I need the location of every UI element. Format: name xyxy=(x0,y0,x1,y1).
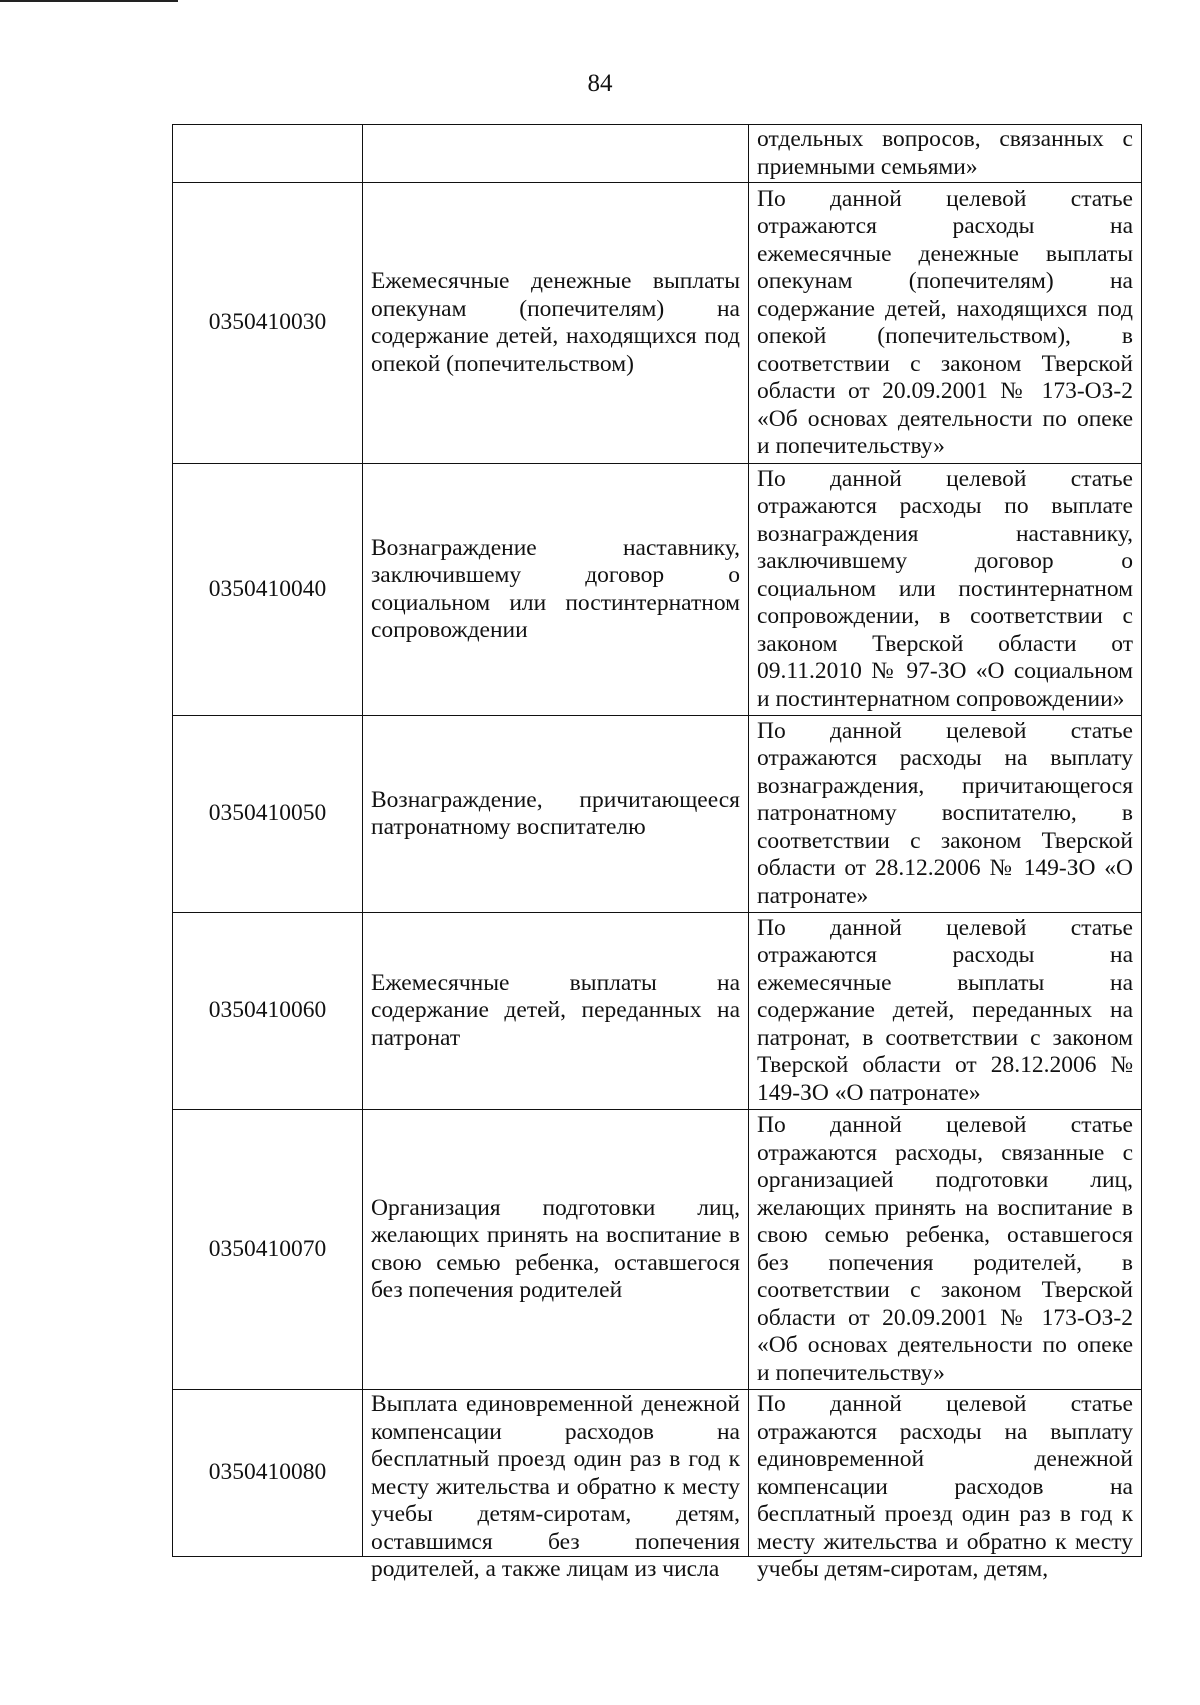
code-cell: 0350410030 xyxy=(173,183,363,464)
code-cell: 0350410040 xyxy=(173,464,363,716)
name-cell: Ежемесячные выплаты на содержание детей, переданных на патронат xyxy=(363,913,749,1110)
name-cell: Вознаграждение наставнику, заключившему договор о социальном или постинтернатном сопровождении xyxy=(363,464,749,716)
name-cell: Вознаграждение, причитающееся патронатному воспитателю xyxy=(363,716,749,913)
description-cell-text: По данной целевой статье отражаются расходы на выплату единовременной денежной компенсации расходов на бесплатный проезд один раз в год к месту жительства и обратно к месту учебы детям-сиротам, детям, xyxy=(757,1391,1133,1582)
name-cell: Организация подготовки лиц, желающих принять на воспитание в свою семью ребенка, оставшегося без попечения родителей xyxy=(363,1110,749,1390)
description-cell: По данной целевой статье отражаются расходы по выплате вознаграждения наставнику, заключившему договор о социальном или постинтернатном сопровождении, в соответствии с законом Тверской области от 09.11.2010 № 97-ЗО «О социальном и постинтернатном сопровождении» xyxy=(749,464,1142,716)
description-cell xyxy=(749,1390,1142,1582)
code-cell xyxy=(173,125,363,183)
table-row xyxy=(173,125,1142,183)
code-cell: 0350410050 xyxy=(173,716,363,913)
table-row xyxy=(173,913,1142,1110)
code-cell: 0350410070 xyxy=(173,1110,363,1390)
table-row xyxy=(173,183,1142,464)
name-cell: Ежемесячные денежные выплаты опекунам (попечителям) на содержание детей, находящихся под опекой (попечительством) xyxy=(363,183,749,464)
name-cell xyxy=(363,125,749,183)
table-row xyxy=(173,1110,1142,1390)
name-cell xyxy=(363,1390,749,1582)
table-row xyxy=(173,1390,1142,1557)
description-cell: По данной целевой статье отражаются расходы на ежемесячные денежные выплаты опекунам (попечителям) на содержание детей, находящихся под опекой (попечительством), в соответствии с законом Тверской области от 20.09.2001 № 173-ОЗ-2 «Об основах деятельности по опеке и попечительству» xyxy=(749,183,1142,464)
description-cell: По данной целевой статье отражаются расходы на ежемесячные выплаты на содержание детей, переданных на патронат, в соответствии с законом Тверской области от 28.12.2006 № 149-ЗО «О патронате» xyxy=(749,913,1142,1110)
code-cell: 0350410060 xyxy=(173,913,363,1110)
name-cell-text: Выплата единовременной денежной компенсации расходов на бесплатный проезд один раз в год к месту жительства и обратно к месту учебы детям-сиротам, детям, оставшимся без попечения родителей, а также лицам из числа xyxy=(371,1391,740,1582)
scan-border-mark xyxy=(0,0,178,2)
budget-classification-table xyxy=(172,124,1142,1582)
description-cell: По данной целевой статье отражаются расходы на выплату вознаграждения, причитающегося патронатному воспитателю, в соответствии с законом Тверской области от 28.12.2006 № 149-ЗО «О патронате» xyxy=(749,716,1142,913)
table-row xyxy=(173,464,1142,716)
description-cell: По данной целевой статье отражаются расходы, связанные с организацией подготовки лиц, желающих принять на воспитание в свою семью ребенка, оставшегося без попечения родителей, в соответствии с законом Тверской области от 20.09.2001 № 173-ОЗ-2 «Об основах деятельности по опеке и попечительству» xyxy=(749,1110,1142,1390)
table-row xyxy=(173,716,1142,913)
page-number: 84 xyxy=(587,70,613,97)
code-cell: 0350410080 xyxy=(173,1390,363,1557)
description-cell: отдельных вопросов, связанных с приемными семьями» xyxy=(749,125,1142,183)
